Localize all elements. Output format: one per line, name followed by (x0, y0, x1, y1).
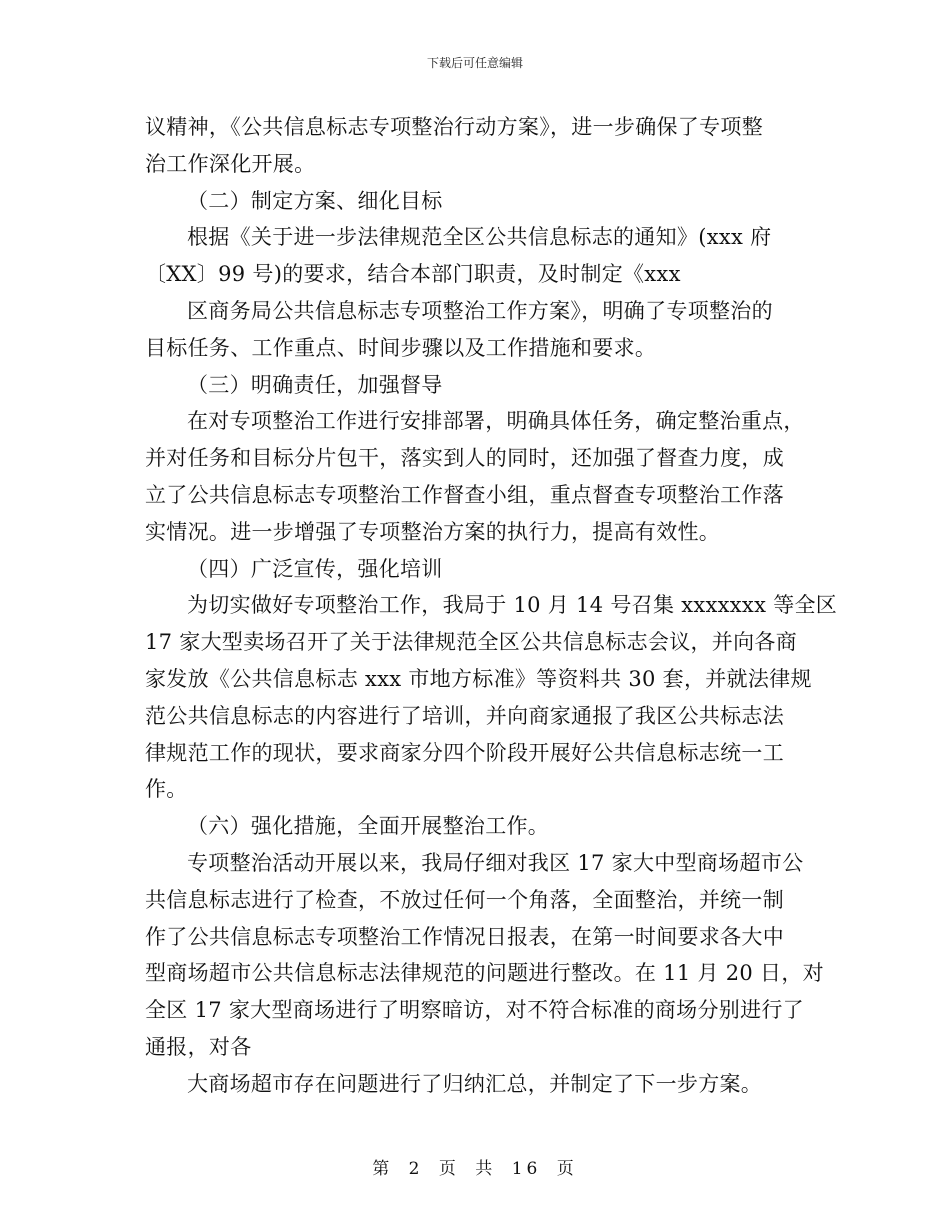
section-heading: （二）制定方案、细化目标 (187, 188, 443, 213)
page-header-note: 下载后可任意编辑 (426, 56, 523, 70)
body-line: 根据《关于进一步法律规范全区公共信息标志的通知》(xxx 府 (187, 225, 772, 250)
section-heading: （三）明确责任，加强督导 (187, 372, 443, 397)
body-line: 作了公共信息标志专项整治工作情况日报表，在第一时间要求各大中 (145, 924, 784, 949)
section-heading: （四）广泛宣传，强化培训 (187, 556, 443, 581)
body-line: 作。 (145, 777, 188, 802)
body-line: 17 家大型卖场召开了关于法律规范全区公共信息标志会议，并向各商 (145, 630, 797, 655)
document-body (145, 109, 838, 1103)
body-line: 通报，对各 (145, 1034, 252, 1059)
body-line: 议精神，《公共信息标志专项整治行动方案》，进一步确保了专项整 (145, 115, 763, 139)
body-line: 全区 17 家大型商场进行了明察暗访，对不符合标准的商场分别进行了 (145, 998, 804, 1023)
body-line: 〔XX〕99 号)的要求，结合本部门职责，及时制定《xxx (145, 262, 681, 287)
body-line: 型商场超市公共信息标志法律规范的问题进行整改。在 11 月 20 日，对 (145, 961, 824, 986)
body-line: 并对任务和目标分片包干，落实到人的同时，还加强了督查力度，成 (145, 446, 784, 471)
body-line: 范公共信息标志的内容进行了培训，并向商家通报了我区公共标志法 (145, 703, 784, 728)
body-line: 为切实做好专项整治工作，我局于 10 月 14 号召集 xxxxxxx 等全区 (187, 593, 838, 618)
body-line: 区商务局公共信息标志专项整治工作方案》，明确了专项整治的 (187, 298, 773, 323)
body-line: 目标任务、工作重点、时间步骤以及工作措施和要求。 (145, 335, 657, 360)
body-line: 共信息标志进行了检查，不放过任何一个角落，全面整治，并统一制 (145, 887, 784, 912)
section-heading: （六）强化措施，全面开展整治工作。 (187, 814, 550, 839)
body-line: 家发放《公共信息标志 xxx 市地方标准》等资料共 30 套，并就法律规 (145, 666, 812, 691)
page-number-footer: 第 2 页 共 16 页 (372, 1159, 578, 1179)
body-line: 立了公共信息标志专项整治工作督查小组，重点督查专项整治工作落 (145, 482, 784, 507)
body-line: 专项整治活动开展以来，我局仔细对我区 17 家大中型商场超市公 (187, 850, 804, 875)
body-line: 在对专项整治工作进行安排部署，明确具体任务，确定整治重点， (187, 409, 805, 434)
body-line: 治工作深化开展。 (145, 151, 316, 176)
body-line: 实情况。进一步增强了专项整治方案的执行力，提高有效性。 (145, 519, 721, 544)
body-line: 律规范工作的现状，要求商家分四个阶段开展好公共信息标志统一工 (145, 740, 784, 765)
body-line: 大商场超市存在问题进行了归纳汇总，并制定了下一步方案。 (187, 1071, 763, 1096)
